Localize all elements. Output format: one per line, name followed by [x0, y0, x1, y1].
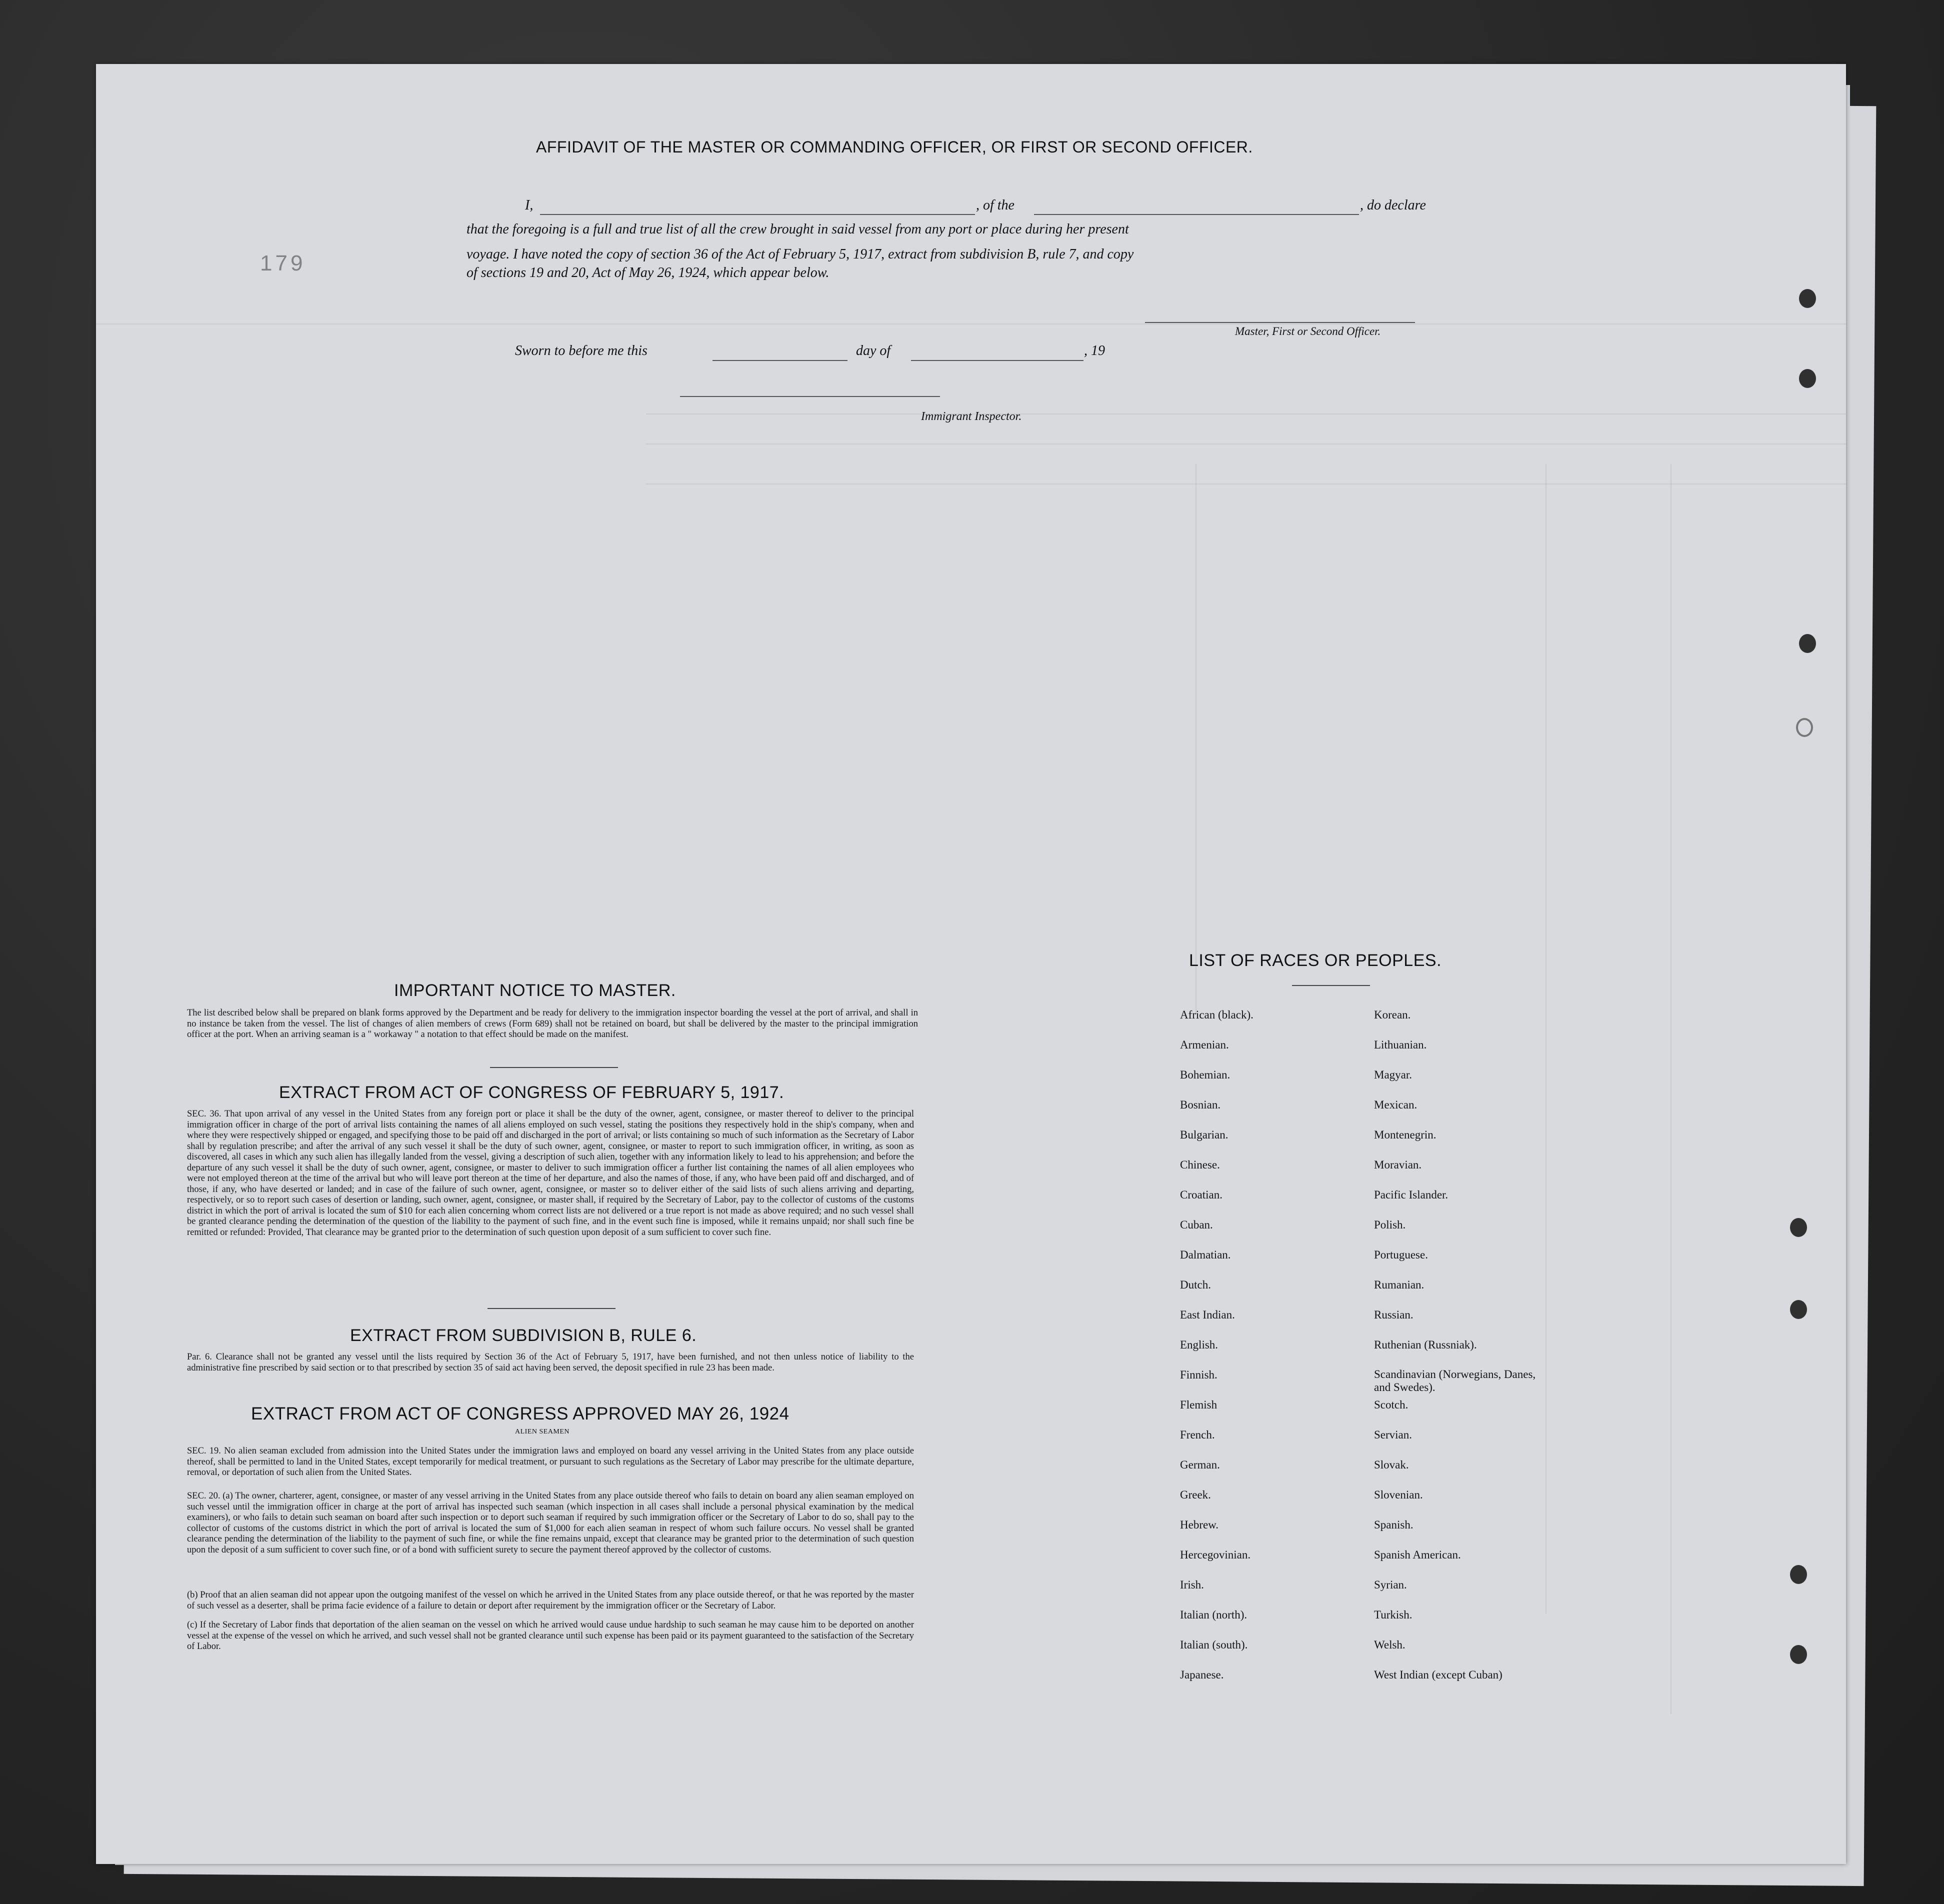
race-item: Slovak. [1374, 1458, 1409, 1471]
binder-hole [1799, 369, 1816, 388]
race-item: Flemish [1180, 1398, 1218, 1411]
races-left-column [1180, 1008, 1254, 1698]
race-item: Croatian. [1180, 1188, 1222, 1201]
race-item: Polish. [1374, 1218, 1406, 1231]
race-item: French. [1180, 1428, 1215, 1441]
binder-hole [1796, 718, 1813, 737]
affidavit-body-line2: voyage. I have noted the copy of section 36 of the Act of February 5, 1917, extract from subdivision B, rule 7, and copy [466, 246, 1134, 262]
race-item: Dutch. [1180, 1278, 1211, 1291]
binder-hole [1790, 1300, 1807, 1319]
race-item: Lithuanian. [1374, 1038, 1427, 1051]
vessel-blank-line[interactable] [1034, 214, 1359, 215]
race-item: Magyar. [1374, 1068, 1412, 1081]
race-item: Scandinavian (Norwegians, Danes, and Swedes). [1374, 1368, 1536, 1394]
of-the-label: , of the [976, 198, 1014, 213]
race-item: West Indian (except Cuban) [1374, 1668, 1502, 1681]
race-item: Bulgarian. [1180, 1128, 1228, 1141]
race-item: Japanese. [1180, 1668, 1224, 1681]
master-signature-label: Master, First or Second Officer. [1235, 325, 1381, 338]
affidavit-body-line3: of sections 19 and 20, Act of May 26, 1924, which appear below. [466, 265, 830, 280]
extract-1924-sec19: SEC. 19. No alien seaman excluded from admission into the United States under the immigration laws and employed on board any vessel arriving in the United States from any place outside thereof, shall be permitted to land in the United States, except temporarily for medical treatment, or pursuant to such regulations as the Secretary of Labor may prescribe for the ultimate departure, removal, or deportation of such alien from the United States. [187, 1446, 914, 1478]
extract-1917-title: EXTRACT FROM ACT OF CONGRESS OF FEBRUARY 5, 1917. [279, 1083, 784, 1102]
race-item: Cuban. [1180, 1218, 1213, 1231]
binder-hole [1799, 289, 1816, 308]
race-item: Hercegovinian. [1180, 1548, 1251, 1561]
race-item: English. [1180, 1338, 1218, 1351]
races-right-column [1374, 1008, 1554, 1698]
extract-1924-sec20a: SEC. 20. (a) The owner, charterer, agent, consignee, or master of any vessel arriving in the United States from any place outside thereof who fails to detain on board any alien seaman employed on such vessel until the immigration officer in charge at the port of arrival has inspected such seaman (which inspection in all cases shall include a personal physical examination by the medical examiners), or who fails to detain such seaman on board after such inspection or to deport such seaman if required by such immigration officer or the Secretary of Labor to do so, shall pay to the collector of customs of the customs district in which the port of arrival is located the sum of $1,000 for each alien seaman in respect of whom such failure occurs. No vessel shall be granted clearance pending the determination of the liability to the payment of such fine, or while the fine remains unpaid, except that clearance may be granted prior to the determination of such question upon the deposit of a sum sufficient to cover such fine, or of a bond with sufficient surety to secure the payment thereof approved by the collector of customs. [187, 1491, 914, 1555]
extract-rule6-title: EXTRACT FROM SUBDIVISION B, RULE 6. [350, 1326, 697, 1345]
race-item: Portuguese. [1374, 1248, 1428, 1261]
race-item: Korean. [1374, 1008, 1411, 1021]
extract-1924-subtitle: ALIEN SEAMEN [515, 1428, 570, 1436]
race-item: Rumanian. [1374, 1278, 1424, 1291]
race-item: Irish. [1180, 1578, 1204, 1591]
notice-text: The list described below shall be prepared on blank forms approved by the Department and be ready for delivery to the immigration inspector boarding the vessel at the port of arrival, and shall in no instance be taken from the vessel. The list of changes of alien members of crews (Form 689) shall not be retained on board, but shall be delivered by the master to the principal immigration officer at the port. When an arriving seaman is a " workaway " a notation to that effect should be made on the manifest. [187, 1008, 918, 1040]
extract-1924-sec20c: (c) If the Secretary of Labor finds that deportation of the alien seaman on the vessel on which he arrived would cause undue hardship to such seaman he may cause him to be deported on another vessel at the expense of the vessel on which he arrived, and such vessel shall not be granted clearance until such expense has been paid or its payment guaranteed to the satisfaction of the Secretary of Labor. [187, 1620, 914, 1652]
race-item: Ruthenian (Russniak). [1374, 1338, 1477, 1351]
race-item: Bohemian. [1180, 1068, 1230, 1081]
stamp-number: 179 [260, 251, 306, 276]
affidavit-title: AFFIDAVIT OF THE MASTER OR COMMANDING OFFICER, OR FIRST OR SECOND OFFICER. [536, 138, 1253, 156]
inspector-signature-line[interactable] [680, 396, 940, 397]
races-title: LIST OF RACES OR PEOPLES. [1189, 951, 1442, 970]
race-item: Chinese. [1180, 1158, 1220, 1171]
race-item: Welsh. [1374, 1638, 1406, 1651]
race-item: Syrian. [1374, 1578, 1407, 1591]
race-item: Greek. [1180, 1488, 1211, 1501]
race-item: Bosnian. [1180, 1098, 1221, 1111]
master-signature-line[interactable] [1145, 322, 1415, 323]
race-item: Scotch. [1374, 1398, 1408, 1411]
race-item: Servian. [1374, 1428, 1412, 1441]
race-item: Finnish. [1180, 1368, 1218, 1381]
do-declare-label: , do declare [1360, 198, 1426, 213]
race-item: Turkish. [1374, 1608, 1412, 1621]
binder-hole [1790, 1218, 1807, 1237]
sworn-month-blank-line[interactable] [911, 360, 1084, 361]
race-item: German. [1180, 1458, 1220, 1471]
extract-1917-text: SEC. 36. That upon arrival of any vessel in the United States from any foreign port or place it shall be the duty of the owner, agent, consignee, or master thereof to deliver to the principal immigration officer in charge of the port of arrival lists containing the names of all aliens employed on such vessel, stating the positions they respectively hold in the ship's company, when and where they were respectively shipped or engaged, and specifying those to be paid off and discharged in the port of arrival; or lists containing so much of such information as the Secretary of Labor shall by regulation prescribe; and after the arrival of any such vessel it shall be the duty of such owner, agent, consignee, or master to report to such immigration officer, in writing, as soon as discovered, all cases in which any such alien has illegally landed from the vessel, giving a description of such alien, together with any information likely to lead to his apprehension; and before the departure of any such vessel it shall be the duty of such owner, agent, consignee, or master to deliver to such immigration officer a further list containing the names of all alien employees who were not employed thereon at the time of the arrival but who will leave port thereon at the time of her departure, and also the names of those, if any, who have been paid off and discharged, and of those, if any, who have deserted or landed; and in case of the failure of such owner, agent, consignee, or master so to deliver either of the said lists of such aliens arriving and departing, respectively, or so to report such cases of desertion or landing, such owner, agent, consignee, or master shall, if required by the Secretary of Labor, pay to the collector of customs of the customs district in which the port of arrival is located the sum of $10 for each alien concerning whom correct lists are not delivered or a true report is not made as above required; and no such vessel shall be granted clearance pending the determination of the question of the liability to the payment of such fine, and in the event such fine is imposed, while it remains unpaid; nor shall such fine be remitted or refunded: Provided, That clearance may be granted prior to the determination of such question upon deposit of a sum sufficient to cover such fine. [187, 1109, 914, 1238]
race-item: Mexican. [1374, 1098, 1418, 1111]
race-item: Spanish American. [1374, 1548, 1461, 1561]
race-item: Hebrew. [1180, 1518, 1219, 1531]
race-item: Moravian. [1374, 1158, 1422, 1171]
extract-rule6-text: Par. 6. Clearance shall not be granted any vessel until the lists required by Section 36 of the Act of February 5, 1917, have been furnished, and not then unless notice of liability to the administrative fine prescribed by said section or to that prescribed by section 35 of said act having been served, the deposit specified in rule 23 has been made. [187, 1352, 914, 1373]
race-item: Russian. [1374, 1308, 1414, 1321]
notice-title: IMPORTANT NOTICE TO MASTER. [394, 981, 676, 1000]
race-item: Dalmatian. [1180, 1248, 1231, 1261]
declare-i: I, [525, 198, 534, 213]
sworn-day-blank-line[interactable] [712, 360, 848, 361]
race-item: African (black). [1180, 1008, 1254, 1021]
race-item: Montenegrin. [1374, 1128, 1436, 1141]
race-item: East Indian. [1180, 1308, 1235, 1321]
binder-hole [1799, 634, 1816, 653]
race-item: Italian (north). [1180, 1608, 1248, 1621]
inspector-label: Immigrant Inspector. [921, 410, 1022, 423]
race-item: Spanish. [1374, 1518, 1414, 1531]
section-divider [490, 1067, 618, 1068]
binder-hole [1790, 1565, 1807, 1584]
section-divider [488, 1308, 616, 1309]
race-item: Pacific Islander. [1374, 1188, 1448, 1201]
day-of-label: day of [856, 343, 891, 358]
name-blank-line[interactable] [540, 214, 975, 215]
year-label: , 19 [1084, 343, 1105, 358]
race-item: Italian (south). [1180, 1638, 1248, 1651]
race-item: Slovenian. [1374, 1488, 1423, 1501]
affidavit-body-line1: that the foregoing is a full and true list of all the crew brought in said vessel from any port or place during her present [466, 222, 1129, 237]
sworn-before-label: Sworn to before me this [515, 343, 648, 358]
races-title-underline [1292, 985, 1370, 986]
extract-1924-sec20b: (b) Proof that an alien seaman did not appear upon the outgoing manifest of the vessel on which he arrived in the United States from any place outside thereof, or that he was reported by the master of such vessel as a deserter, shall be prima facie evidence of a failure to detain or deport after requirement by the immigration officer or the Secretary of Labor. [187, 1590, 914, 1611]
race-item: Armenian. [1180, 1038, 1229, 1051]
extract-1924-title: EXTRACT FROM ACT OF CONGRESS APPROVED MAY 26, 1924 [251, 1404, 790, 1424]
binder-hole [1790, 1645, 1807, 1664]
